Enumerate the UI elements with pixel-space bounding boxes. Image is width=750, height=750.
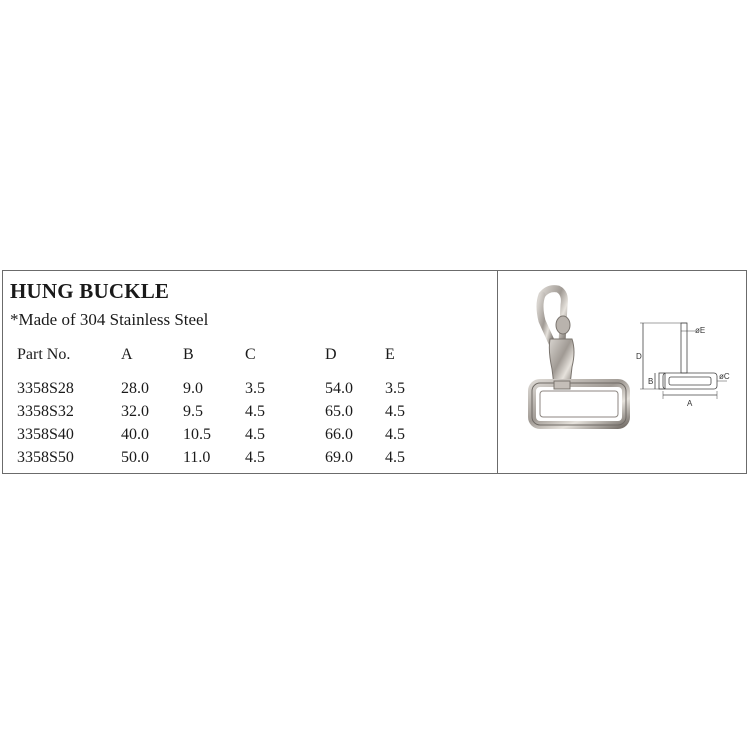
cell-e: 4.5 [385, 448, 405, 466]
cell-c: 4.5 [245, 425, 265, 443]
label-phi-c: øC [719, 372, 730, 381]
header-b: B [183, 346, 194, 363]
label-d: D [636, 352, 642, 361]
cell-b: 9.0 [183, 379, 203, 397]
cell-b: 11.0 [183, 448, 211, 466]
cell-e: 4.5 [385, 425, 405, 443]
header-c: C [245, 346, 256, 363]
cell-d: 66.0 [325, 425, 353, 443]
header-a: A [121, 346, 133, 363]
header-d: D [325, 346, 337, 363]
dimension-drawing [633, 311, 733, 421]
header-part-no: Part No. [17, 346, 71, 363]
cell-part-no: 3358S28 [17, 379, 74, 397]
cell-a: 28.0 [121, 379, 149, 397]
cell-a: 50.0 [121, 448, 149, 466]
spec-table [17, 341, 425, 469]
cell-d: 69.0 [325, 448, 353, 466]
cell-e: 3.5 [385, 379, 405, 397]
material-note: *Made of 304 Stainless Steel [10, 310, 209, 329]
cell-c: 4.5 [245, 448, 265, 466]
spec-panel [2, 270, 747, 474]
table-row [17, 423, 425, 446]
label-a: A [687, 399, 693, 408]
cell-e: 4.5 [385, 402, 405, 420]
cell-a: 40.0 [121, 425, 149, 443]
buckle-photo [518, 281, 638, 441]
cell-part-no: 3358S32 [17, 402, 74, 420]
header-e: E [385, 346, 395, 363]
cell-d: 65.0 [325, 402, 353, 420]
cell-part-no: 3358S40 [17, 425, 74, 443]
label-b: B [648, 377, 654, 386]
panel-divider [497, 271, 498, 473]
table-row [17, 377, 425, 400]
cell-c: 4.5 [245, 402, 265, 420]
table-row [17, 446, 425, 469]
product-title: HUNG BUCKLE [10, 279, 170, 303]
cell-part-no: 3358S50 [17, 448, 74, 466]
cell-c: 3.5 [245, 379, 265, 397]
cell-b: 10.5 [183, 425, 211, 443]
spec-table-header [17, 341, 425, 369]
table-row [17, 400, 425, 423]
cell-d: 54.0 [325, 379, 353, 397]
cell-a: 32.0 [121, 402, 149, 420]
label-phi-e: øE [695, 326, 706, 335]
cell-b: 9.5 [183, 402, 203, 420]
